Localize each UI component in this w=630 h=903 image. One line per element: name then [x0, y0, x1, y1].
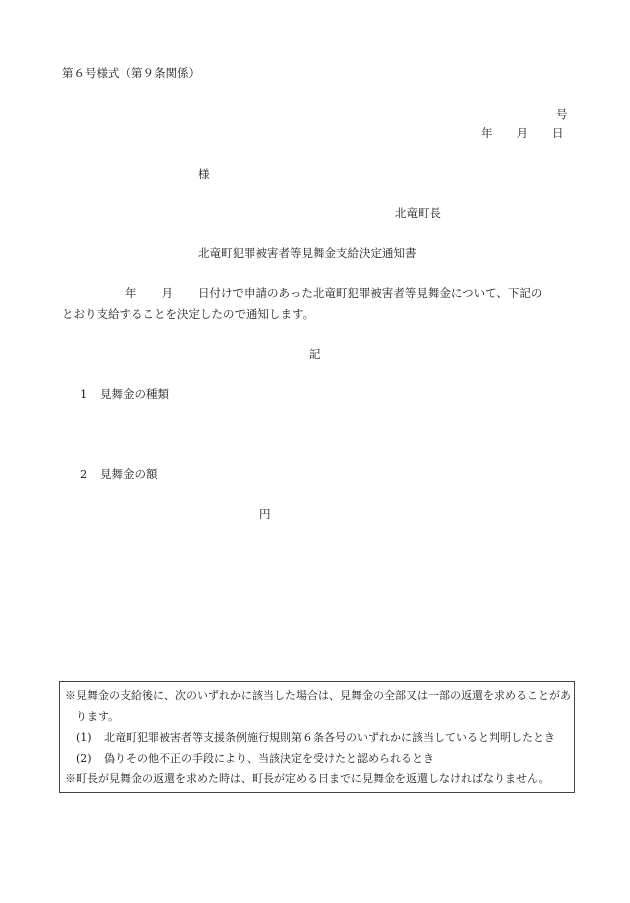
body-line-1-text: 日付けで申請のあった北竜町犯罪被害者等見舞金について、下記の — [198, 286, 543, 300]
document-title: 北竜町犯罪被害者等見舞金支給決定通知書 — [198, 246, 417, 260]
body-year-label: 年 — [125, 286, 137, 300]
notice-case-1 — [76, 731, 555, 745]
date-year-label: 年 — [481, 126, 493, 140]
ki-heading: 記 — [309, 347, 321, 361]
notice-case-2 — [76, 752, 434, 766]
notice-line-1: ※見舞金の支給後に、次のいずれかに該当した場合は、見舞金の全部又は一部の返還を求めることがあ — [65, 689, 571, 702]
case-text: 偽りその他不正の手段により、当該決定を受けたと認められるとき — [104, 752, 434, 765]
notice-line-1-continued: ります。 — [76, 710, 120, 723]
item-type — [80, 387, 169, 401]
body-line-2: とおり支給することを決定したので通知します。 — [62, 307, 315, 321]
issue-date — [481, 126, 564, 140]
addressee-suffix: 様 — [198, 167, 210, 181]
case-number: (2) — [76, 752, 92, 765]
body-line-1 — [125, 286, 542, 300]
item-label: 見舞金の種類 — [100, 387, 169, 401]
case-number: (1) — [76, 731, 92, 744]
date-month-label: 月 — [516, 126, 528, 140]
item-amount — [80, 467, 158, 481]
date-day-label: 日 — [552, 126, 564, 140]
form-number: 第６号様式（第９条関係） — [62, 66, 200, 80]
item-label: 見舞金の額 — [100, 467, 158, 481]
item-number: 1 — [80, 387, 88, 401]
issuer-name: 北竜町長 — [395, 206, 441, 220]
amount-unit: 円 — [259, 507, 271, 521]
notice-line-2: ※町長が見舞金の返還を求めた時は、町長が定める日までに見舞金を返還しなければなりません。 — [65, 772, 550, 785]
item-number: 2 — [80, 467, 88, 481]
body-month-label: 月 — [161, 286, 173, 300]
case-text: 北竜町犯罪被害者等支援条例施行規則第６条各号のいずれかに該当していると判明したとき — [104, 731, 555, 744]
issue-number-label: 号 — [556, 107, 568, 121]
notice-box — [59, 681, 575, 793]
